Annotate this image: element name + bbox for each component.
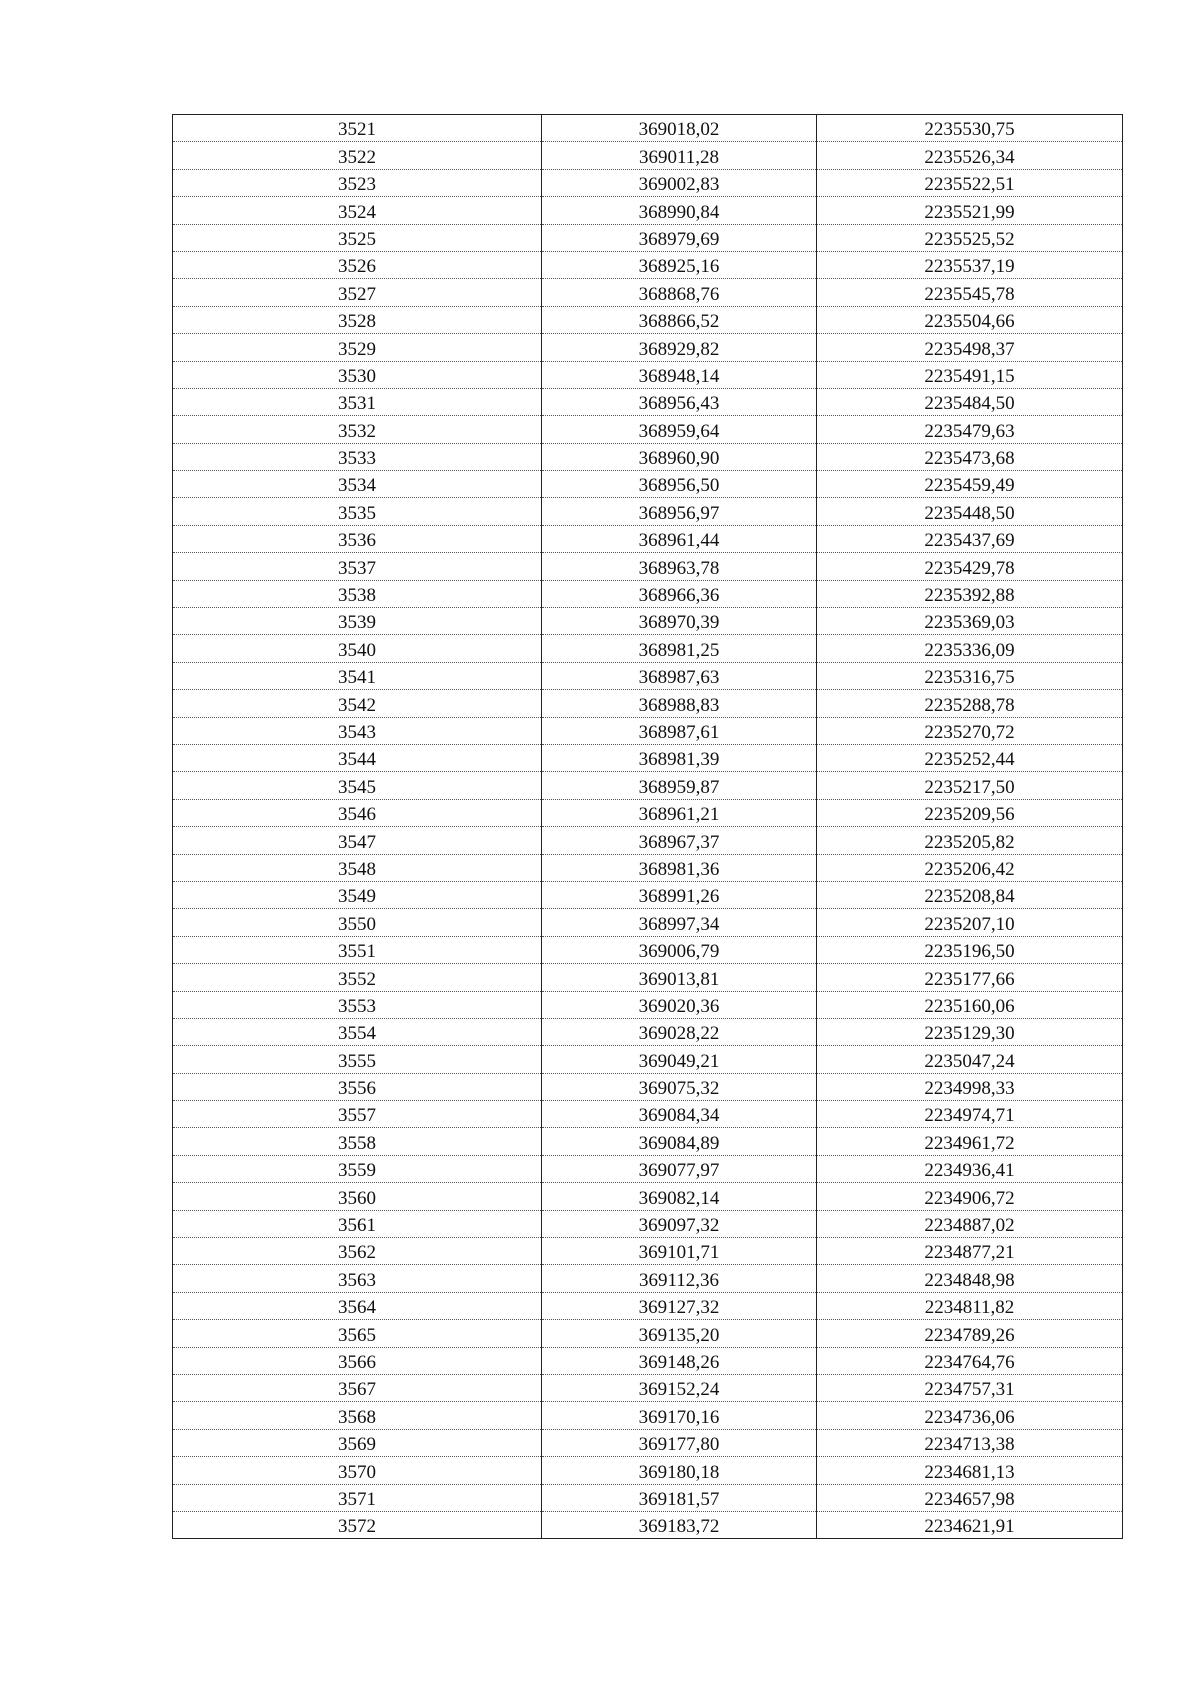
table-row: [173, 1320, 1123, 1347]
x-coordinate-cell: 368991,26: [542, 881, 817, 908]
table-row: [173, 690, 1123, 717]
point-number-cell: 3549: [173, 881, 542, 908]
x-coordinate-cell: 368960,90: [542, 443, 817, 470]
y-coordinate-cell: 2234936,41: [817, 1155, 1123, 1182]
y-coordinate-cell: 2235473,68: [817, 443, 1123, 470]
y-coordinate-cell: 2235437,69: [817, 525, 1123, 552]
table-row: [173, 334, 1123, 361]
table-row: [173, 608, 1123, 635]
table-row: [173, 662, 1123, 689]
point-number-cell: 3563: [173, 1265, 542, 1292]
x-coordinate-cell: 368961,44: [542, 525, 817, 552]
x-coordinate-cell: 368961,21: [542, 799, 817, 826]
x-coordinate-cell: 368963,78: [542, 553, 817, 580]
x-coordinate-cell: 369084,89: [542, 1128, 817, 1155]
y-coordinate-cell: 2234906,72: [817, 1183, 1123, 1210]
x-coordinate-cell: 368979,69: [542, 224, 817, 251]
point-number-cell: 3553: [173, 991, 542, 1018]
point-number-cell: 3527: [173, 279, 542, 306]
point-number-cell: 3552: [173, 964, 542, 991]
point-number-cell: 3533: [173, 443, 542, 470]
x-coordinate-cell: 369183,72: [542, 1511, 817, 1538]
point-number-cell: 3528: [173, 306, 542, 333]
table-row: [173, 471, 1123, 498]
y-coordinate-cell: 2235522,51: [817, 169, 1123, 196]
table-row: [173, 361, 1123, 388]
x-coordinate-cell: 368956,97: [542, 498, 817, 525]
y-coordinate-cell: 2234974,71: [817, 1101, 1123, 1128]
x-coordinate-cell: 368959,87: [542, 772, 817, 799]
x-coordinate-cell: 369018,02: [542, 115, 817, 142]
x-coordinate-cell: 368956,50: [542, 471, 817, 498]
table-row: [173, 1511, 1123, 1538]
y-coordinate-cell: 2235217,50: [817, 772, 1123, 799]
y-coordinate-cell: 2234736,06: [817, 1402, 1123, 1429]
point-number-cell: 3544: [173, 744, 542, 771]
table-row: [173, 169, 1123, 196]
y-coordinate-cell: 2235252,44: [817, 744, 1123, 771]
x-coordinate-cell: 368997,34: [542, 909, 817, 936]
y-coordinate-cell: 2235459,49: [817, 471, 1123, 498]
table-row: [173, 1374, 1123, 1401]
x-coordinate-cell: 369135,20: [542, 1320, 817, 1347]
point-number-cell: 3546: [173, 799, 542, 826]
x-coordinate-cell: 369006,79: [542, 936, 817, 963]
y-coordinate-cell: 2235206,42: [817, 854, 1123, 881]
point-number-cell: 3562: [173, 1238, 542, 1265]
table-row: [173, 251, 1123, 278]
y-coordinate-cell: 2235429,78: [817, 553, 1123, 580]
table-row: [173, 1128, 1123, 1155]
point-number-cell: 3557: [173, 1101, 542, 1128]
table-row: [173, 827, 1123, 854]
x-coordinate-cell: 369011,28: [542, 142, 817, 169]
point-number-cell: 3539: [173, 608, 542, 635]
y-coordinate-cell: 2235498,37: [817, 334, 1123, 361]
y-coordinate-cell: 2234789,26: [817, 1320, 1123, 1347]
y-coordinate-cell: 2235479,63: [817, 416, 1123, 443]
table-row: [173, 991, 1123, 1018]
y-coordinate-cell: 2235047,24: [817, 1046, 1123, 1073]
point-number-cell: 3550: [173, 909, 542, 936]
table-row: [173, 525, 1123, 552]
x-coordinate-cell: 369101,71: [542, 1238, 817, 1265]
table-row: [173, 1018, 1123, 1045]
x-coordinate-cell: 368967,37: [542, 827, 817, 854]
x-coordinate-cell: 368987,61: [542, 717, 817, 744]
y-coordinate-cell: 2235537,19: [817, 251, 1123, 278]
table-row: [173, 881, 1123, 908]
table-row: [173, 1292, 1123, 1319]
table-row: [173, 553, 1123, 580]
point-number-cell: 3568: [173, 1402, 542, 1429]
y-coordinate-cell: 2235160,06: [817, 991, 1123, 1018]
table-row: [173, 1046, 1123, 1073]
y-coordinate-cell: 2235545,78: [817, 279, 1123, 306]
point-number-cell: 3535: [173, 498, 542, 525]
point-number-cell: 3566: [173, 1347, 542, 1374]
y-coordinate-cell: 2235369,03: [817, 608, 1123, 635]
x-coordinate-cell: 368948,14: [542, 361, 817, 388]
y-coordinate-cell: 2235504,66: [817, 306, 1123, 333]
x-coordinate-cell: 369181,57: [542, 1484, 817, 1511]
point-number-cell: 3532: [173, 416, 542, 443]
x-coordinate-cell: 368959,64: [542, 416, 817, 443]
point-number-cell: 3524: [173, 197, 542, 224]
y-coordinate-cell: 2235491,15: [817, 361, 1123, 388]
x-coordinate-cell: 369077,97: [542, 1155, 817, 1182]
point-number-cell: 3537: [173, 553, 542, 580]
x-coordinate-cell: 369112,36: [542, 1265, 817, 1292]
point-number-cell: 3522: [173, 142, 542, 169]
point-number-cell: 3564: [173, 1292, 542, 1319]
y-coordinate-cell: 2235129,30: [817, 1018, 1123, 1045]
x-coordinate-cell: 369075,32: [542, 1073, 817, 1100]
table-row: [173, 936, 1123, 963]
table-row: [173, 1155, 1123, 1182]
y-coordinate-cell: 2235521,99: [817, 197, 1123, 224]
y-coordinate-cell: 2235392,88: [817, 580, 1123, 607]
table-row: [173, 1429, 1123, 1456]
x-coordinate-cell: 368981,25: [542, 635, 817, 662]
table-row: [173, 388, 1123, 415]
table-row: [173, 799, 1123, 826]
point-number-cell: 3555: [173, 1046, 542, 1073]
table-row: [173, 142, 1123, 169]
point-number-cell: 3541: [173, 662, 542, 689]
point-number-cell: 3529: [173, 334, 542, 361]
point-number-cell: 3567: [173, 1374, 542, 1401]
y-coordinate-cell: 2234887,02: [817, 1210, 1123, 1237]
x-coordinate-cell: 369180,18: [542, 1457, 817, 1484]
y-coordinate-cell: 2235196,50: [817, 936, 1123, 963]
x-coordinate-cell: 369148,26: [542, 1347, 817, 1374]
x-coordinate-cell: 368987,63: [542, 662, 817, 689]
x-coordinate-cell: 368990,84: [542, 197, 817, 224]
point-number-cell: 3554: [173, 1018, 542, 1045]
y-coordinate-cell: 2234877,21: [817, 1238, 1123, 1265]
table-row: [173, 1347, 1123, 1374]
y-coordinate-cell: 2234998,33: [817, 1073, 1123, 1100]
point-number-cell: 3530: [173, 361, 542, 388]
y-coordinate-cell: 2234657,98: [817, 1484, 1123, 1511]
y-coordinate-cell: 2235448,50: [817, 498, 1123, 525]
y-coordinate-cell: 2234848,98: [817, 1265, 1123, 1292]
x-coordinate-cell: 368981,36: [542, 854, 817, 881]
point-number-cell: 3569: [173, 1429, 542, 1456]
table-row: [173, 635, 1123, 662]
point-number-cell: 3570: [173, 1457, 542, 1484]
y-coordinate-cell: 2234681,13: [817, 1457, 1123, 1484]
table-row: [173, 279, 1123, 306]
point-number-cell: 3542: [173, 690, 542, 717]
point-number-cell: 3565: [173, 1320, 542, 1347]
table-row: [173, 115, 1123, 142]
x-coordinate-cell: 369152,24: [542, 1374, 817, 1401]
point-number-cell: 3543: [173, 717, 542, 744]
point-number-cell: 3534: [173, 471, 542, 498]
x-coordinate-cell: 369097,32: [542, 1210, 817, 1237]
table-row: [173, 744, 1123, 771]
x-coordinate-cell: 369002,83: [542, 169, 817, 196]
y-coordinate-cell: 2235526,34: [817, 142, 1123, 169]
y-coordinate-cell: 2234621,91: [817, 1511, 1123, 1538]
x-coordinate-cell: 369020,36: [542, 991, 817, 1018]
y-coordinate-cell: 2234764,76: [817, 1347, 1123, 1374]
point-number-cell: 3551: [173, 936, 542, 963]
x-coordinate-cell: 368956,43: [542, 388, 817, 415]
x-coordinate-cell: 368925,16: [542, 251, 817, 278]
y-coordinate-cell: 2235336,09: [817, 635, 1123, 662]
point-number-cell: 3525: [173, 224, 542, 251]
coordinates-table-body: [173, 115, 1123, 1539]
x-coordinate-cell: 369082,14: [542, 1183, 817, 1210]
y-coordinate-cell: 2235207,10: [817, 909, 1123, 936]
y-coordinate-cell: 2235209,56: [817, 799, 1123, 826]
point-number-cell: 3558: [173, 1128, 542, 1155]
table-row: [173, 854, 1123, 881]
point-number-cell: 3536: [173, 525, 542, 552]
table-row: [173, 1101, 1123, 1128]
x-coordinate-cell: 368988,83: [542, 690, 817, 717]
coordinates-table: [172, 114, 1123, 1539]
point-number-cell: 3531: [173, 388, 542, 415]
x-coordinate-cell: 369084,34: [542, 1101, 817, 1128]
table-row: [173, 717, 1123, 744]
y-coordinate-cell: 2235270,72: [817, 717, 1123, 744]
table-row: [173, 498, 1123, 525]
point-number-cell: 3560: [173, 1183, 542, 1210]
table-row: [173, 772, 1123, 799]
y-coordinate-cell: 2235530,75: [817, 115, 1123, 142]
point-number-cell: 3526: [173, 251, 542, 278]
point-number-cell: 3538: [173, 580, 542, 607]
table-row: [173, 1073, 1123, 1100]
y-coordinate-cell: 2235288,78: [817, 690, 1123, 717]
x-coordinate-cell: 368866,52: [542, 306, 817, 333]
x-coordinate-cell: 368868,76: [542, 279, 817, 306]
y-coordinate-cell: 2235208,84: [817, 881, 1123, 908]
table-row: [173, 1183, 1123, 1210]
x-coordinate-cell: 369049,21: [542, 1046, 817, 1073]
table-row: [173, 306, 1123, 333]
point-number-cell: 3572: [173, 1511, 542, 1538]
y-coordinate-cell: 2235205,82: [817, 827, 1123, 854]
point-number-cell: 3521: [173, 115, 542, 142]
y-coordinate-cell: 2235316,75: [817, 662, 1123, 689]
y-coordinate-cell: 2234961,72: [817, 1128, 1123, 1155]
point-number-cell: 3523: [173, 169, 542, 196]
x-coordinate-cell: 368929,82: [542, 334, 817, 361]
point-number-cell: 3559: [173, 1155, 542, 1182]
x-coordinate-cell: 369013,81: [542, 964, 817, 991]
table-row: [173, 1402, 1123, 1429]
point-number-cell: 3545: [173, 772, 542, 799]
point-number-cell: 3561: [173, 1210, 542, 1237]
table-row: [173, 1210, 1123, 1237]
y-coordinate-cell: 2235484,50: [817, 388, 1123, 415]
point-number-cell: 3571: [173, 1484, 542, 1511]
table-row: [173, 443, 1123, 470]
x-coordinate-cell: 369177,80: [542, 1429, 817, 1456]
x-coordinate-cell: 368981,39: [542, 744, 817, 771]
y-coordinate-cell: 2234713,38: [817, 1429, 1123, 1456]
table-row: [173, 909, 1123, 936]
y-coordinate-cell: 2234757,31: [817, 1374, 1123, 1401]
table-row: [173, 1457, 1123, 1484]
point-number-cell: 3556: [173, 1073, 542, 1100]
table-row: [173, 580, 1123, 607]
table-row: [173, 224, 1123, 251]
table-row: [173, 1484, 1123, 1511]
table-row: [173, 197, 1123, 224]
table-row: [173, 416, 1123, 443]
x-coordinate-cell: 368970,39: [542, 608, 817, 635]
table-row: [173, 1238, 1123, 1265]
y-coordinate-cell: 2235177,66: [817, 964, 1123, 991]
x-coordinate-cell: 369170,16: [542, 1402, 817, 1429]
table-row: [173, 964, 1123, 991]
point-number-cell: 3540: [173, 635, 542, 662]
y-coordinate-cell: 2234811,82: [817, 1292, 1123, 1319]
x-coordinate-cell: 369127,32: [542, 1292, 817, 1319]
x-coordinate-cell: 368966,36: [542, 580, 817, 607]
x-coordinate-cell: 369028,22: [542, 1018, 817, 1045]
table-row: [173, 1265, 1123, 1292]
point-number-cell: 3548: [173, 854, 542, 881]
point-number-cell: 3547: [173, 827, 542, 854]
y-coordinate-cell: 2235525,52: [817, 224, 1123, 251]
